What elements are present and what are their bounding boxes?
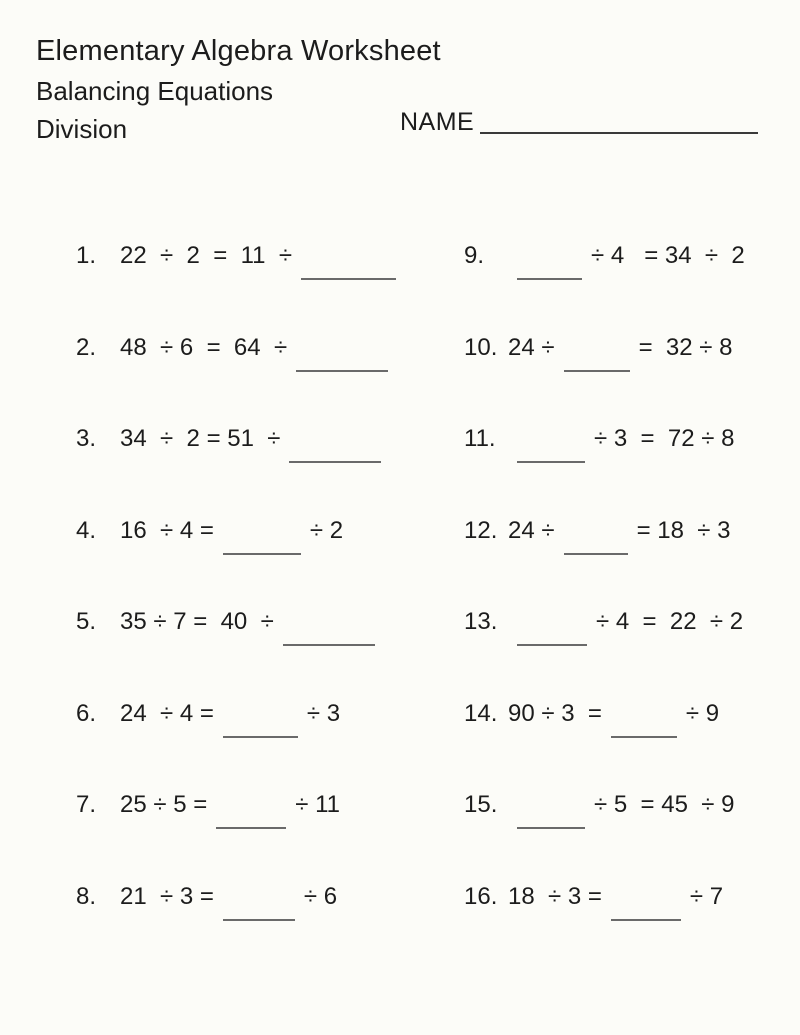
equation-before: 21 ÷ 3 = [120,882,214,910]
equation-before: 35 ÷ 7 = 40 ÷ [120,608,274,635]
problem-number: 13. [464,608,498,635]
name-label: NAME [400,108,475,136]
answer-blank[interactable] [301,278,396,280]
equation-after: ÷ 11 [295,791,341,818]
equation-after: ÷ 7 [689,882,724,910]
equation-after: ÷ 3 [306,699,341,727]
worksheet-category: Division [36,114,128,144]
problem-row [424,580,745,672]
answer-blank[interactable] [611,919,681,921]
name-field-line[interactable] [480,132,758,134]
answer-blank[interactable] [564,370,630,372]
answer-blank[interactable] [517,461,585,463]
problem-number: 1. [76,242,97,269]
answer-blank[interactable] [289,461,381,463]
problem-row [424,763,745,855]
problem-row [36,397,424,489]
equation-after: ÷ 9 [685,699,720,727]
problem-number: 16. [464,882,498,910]
equation-after: ÷ 6 [303,882,338,910]
answer-blank[interactable] [223,919,295,921]
equation-before: 90 ÷ 3 = [508,699,602,727]
answer-blank[interactable] [564,553,628,555]
answer-blank[interactable] [223,736,298,738]
equation-after: ÷ 5 = 45 ÷ 9 [594,791,735,818]
problem-number: 5. [76,608,97,635]
answer-blank[interactable] [517,827,585,829]
answer-blank[interactable] [216,827,286,829]
problem-number: 11. [464,425,496,452]
problem-row [36,855,424,947]
name-row [400,108,760,137]
equation-before: 34 ÷ 2 = 51 ÷ [120,425,281,452]
answer-blank[interactable] [517,278,582,280]
problems-grid [36,214,745,946]
equation-after: ÷ 4 = 34 ÷ 2 [591,242,745,269]
equation-after: ÷ 4 = 22 ÷ 2 [596,608,744,635]
problem-row [424,397,745,489]
equation-after: ÷ 2 [309,516,344,544]
equation-after: = 32 ÷ 8 [638,333,733,361]
problem-number: 7. [76,791,97,818]
problem-number: 12. [464,516,498,544]
equation-before: 22 ÷ 2 = 11 ÷ [120,242,293,269]
problem-number: 2. [76,333,97,361]
problem-row [424,306,745,398]
problem-row [424,489,745,581]
equation-before: 25 ÷ 5 = [120,791,208,818]
equation-before: 24 ÷ 4 = [120,699,214,727]
problem-number: 9. [464,242,485,269]
answer-blank[interactable] [611,736,677,738]
answer-blank[interactable] [283,644,375,646]
problem-row [36,489,424,581]
answer-blank[interactable] [517,644,587,646]
answer-blank[interactable] [223,553,301,555]
equation-before: 24 ÷ [508,333,555,361]
problem-number: 15. [464,791,498,818]
problem-row [36,763,424,855]
problem-row [424,855,745,947]
problem-row [36,214,424,306]
problem-row [424,672,745,764]
problem-number: 14. [464,699,498,727]
equation-after: = 18 ÷ 3 [636,516,731,544]
problem-row [36,306,424,398]
problem-number: 8. [76,882,97,910]
problem-number: 4. [76,516,97,544]
page-subtitle: Balancing Equations [36,76,274,106]
problem-row [424,214,745,306]
page-title: Elementary Algebra Worksheet [36,35,441,67]
equation-before: 16 ÷ 4 = [120,516,214,544]
answer-blank[interactable] [296,370,388,372]
worksheet-header [36,30,441,148]
equation-before: 48 ÷ 6 = 64 ÷ [120,333,288,361]
problem-number: 3. [76,425,97,452]
problem-row [36,580,424,672]
equation-before: 24 ÷ [508,516,555,544]
problem-number: 6. [76,699,97,727]
equation-after: ÷ 3 = 72 ÷ 8 [594,425,735,452]
problem-number: 10. [464,333,498,361]
problem-row [36,672,424,764]
equation-before: 18 ÷ 3 = [508,882,602,910]
